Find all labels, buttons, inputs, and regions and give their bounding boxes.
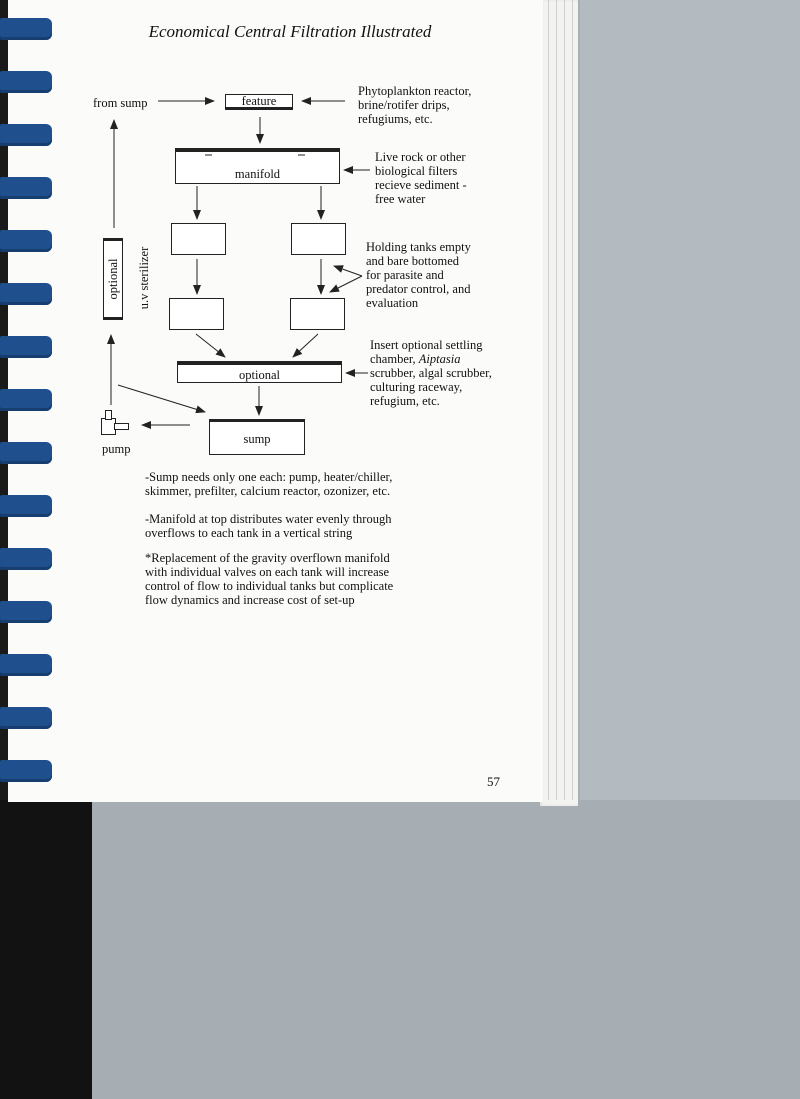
feature-annotation-line: Phytoplankton reactor, — [358, 84, 472, 98]
holding-annotation-line: evaluation — [366, 296, 419, 310]
optional-annotation-prefix: chamber, — [370, 352, 419, 366]
arrow-holding-note-to-ur — [334, 266, 362, 276]
feature-annotation-line: brine/rotifer drips, — [358, 98, 450, 112]
optional-annotation-italic: Aiptasia — [418, 352, 461, 366]
note-line: -Manifold at top distributes water evenly through — [145, 512, 392, 526]
arrow-tank-ll-to-optional — [196, 334, 225, 357]
holding-annotation-line: Holding tanks empty — [366, 240, 471, 254]
pump-label: pump — [102, 442, 131, 456]
manifold-annotation-line: biological filters — [375, 164, 458, 178]
arrow-pump-bypass-to-sump — [118, 385, 205, 412]
manifold-annotation-line: recieve sediment - — [375, 178, 467, 192]
holding-annotation-line: predator control, and — [366, 282, 471, 296]
arrow-tank-lr-to-optional — [293, 334, 318, 357]
note-line: control of flow to individual tanks but complicate — [145, 579, 394, 593]
sump-label: sump — [243, 432, 271, 446]
optional-annotation-line: culturing raceway, — [370, 380, 463, 394]
page-title: Economical Central Filtration Illustrated — [148, 22, 432, 41]
manifold-label: manifold — [234, 167, 281, 181]
uv-sterilizer-label: u.v sterilizer — [137, 246, 151, 310]
note-line: overflows to each tank in a vertical string — [145, 526, 353, 540]
note-line: with individual valves on each tank will increase — [145, 565, 390, 579]
page-number: 57 — [487, 774, 500, 789]
holding-annotation-line: and bare bottomed — [366, 254, 460, 268]
feature-annotation-line: refugiums, etc. — [358, 112, 433, 126]
manifold-annotation-line: free water — [375, 192, 426, 206]
optional-annotation-line: refugium, etc. — [370, 394, 440, 408]
feature-label: feature — [241, 94, 277, 108]
manifold-annotation-line: Live rock or other — [375, 150, 466, 164]
uv-sterilizer-box-label: optional — [106, 258, 120, 300]
arrow-holding-note-to-lr — [330, 276, 362, 292]
optional-annotation-line: scrubber, algal scrubber, — [370, 366, 492, 380]
from-sump-label: from sump — [93, 96, 148, 110]
note-line: skimmer, prefilter, calcium reactor, ozonizer, etc. — [145, 484, 391, 498]
note-line: flow dynamics and increase cost of set-up — [145, 593, 355, 607]
optional-chamber-label: optional — [239, 368, 280, 382]
holding-annotation-line: for parasite and — [366, 268, 444, 282]
optional-annotation-line: Insert optional settling — [370, 338, 483, 352]
note-line: *Replacement of the gravity overflown manifold — [145, 551, 390, 565]
note-line: -Sump needs only one each: pump, heater/chiller, — [145, 470, 393, 484]
